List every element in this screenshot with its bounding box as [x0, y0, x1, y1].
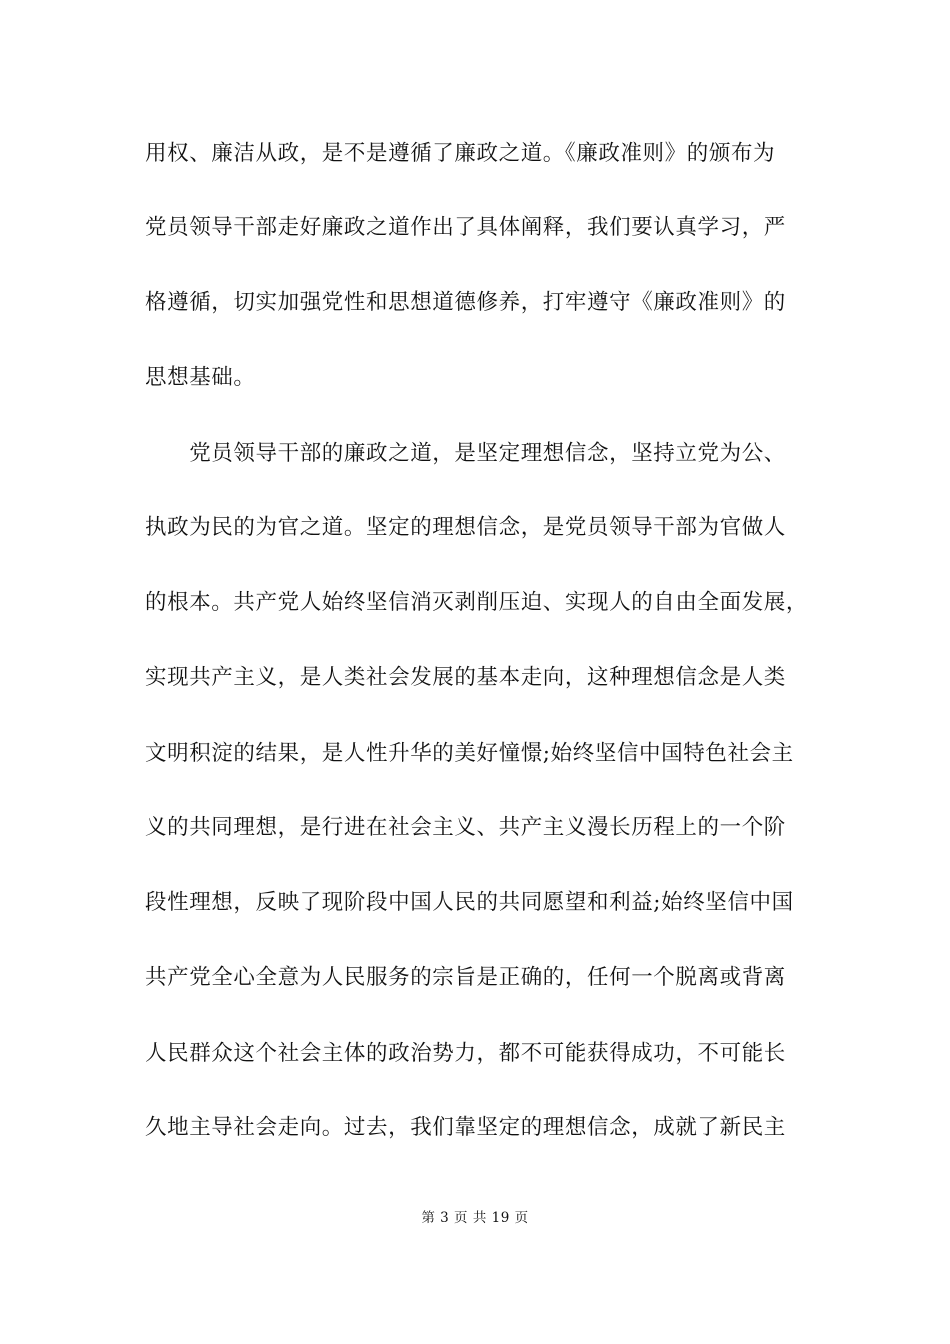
- text-line: 实现共产主义，是人类社会发展的基本走向，这种理想信念是人类: [145, 665, 786, 690]
- page-number-footer: 第 3 页 共 19 页: [421, 1210, 529, 1226]
- text-line: 人民群众这个社会主体的政治势力，都不可能获得成功，不可能长: [145, 1041, 786, 1066]
- text-line: 执政为民的为官之道。坚定的理想信念，是党员领导干部为官做人: [145, 515, 786, 540]
- text-line: 党员领导干部走好廉政之道作出了具体阐释，我们要认真学习，严: [145, 215, 786, 240]
- text-line: 的根本。共产党人始终坚信消灭剥削压迫、实现人的自由全面发展，: [145, 590, 809, 615]
- text-line: 义的共同理想，是行进在社会主义、共产主义漫长历程上的一个阶: [145, 815, 786, 840]
- text-line: 久地主导社会走向。过去，我们靠坚定的理想信念，成就了新民主: [145, 1115, 786, 1140]
- text-line: 格遵循，切实加强党性和思想道德修养，打牢遵守《廉政准则》的: [145, 290, 786, 315]
- text-line: 共产党全心全意为人民服务的宗旨是正确的，任何一个脱离或背离: [145, 965, 786, 990]
- text-line: 用权、廉洁从政，是不是遵循了廉政之道。《廉政准则》的颁布为: [145, 141, 776, 166]
- text-line: 段性理想，反映了现阶段中国人民的共同愿望和利益;始终坚信中国: [145, 890, 794, 915]
- paragraph-first-line: 党员领导干部的廉政之道，是坚定理想信念，坚持立党为公、: [145, 441, 786, 466]
- text-line: 思想基础。: [145, 365, 256, 390]
- text-line: 文明积淀的结果，是人性升华的美好憧憬;始终坚信中国特色社会主: [145, 741, 794, 766]
